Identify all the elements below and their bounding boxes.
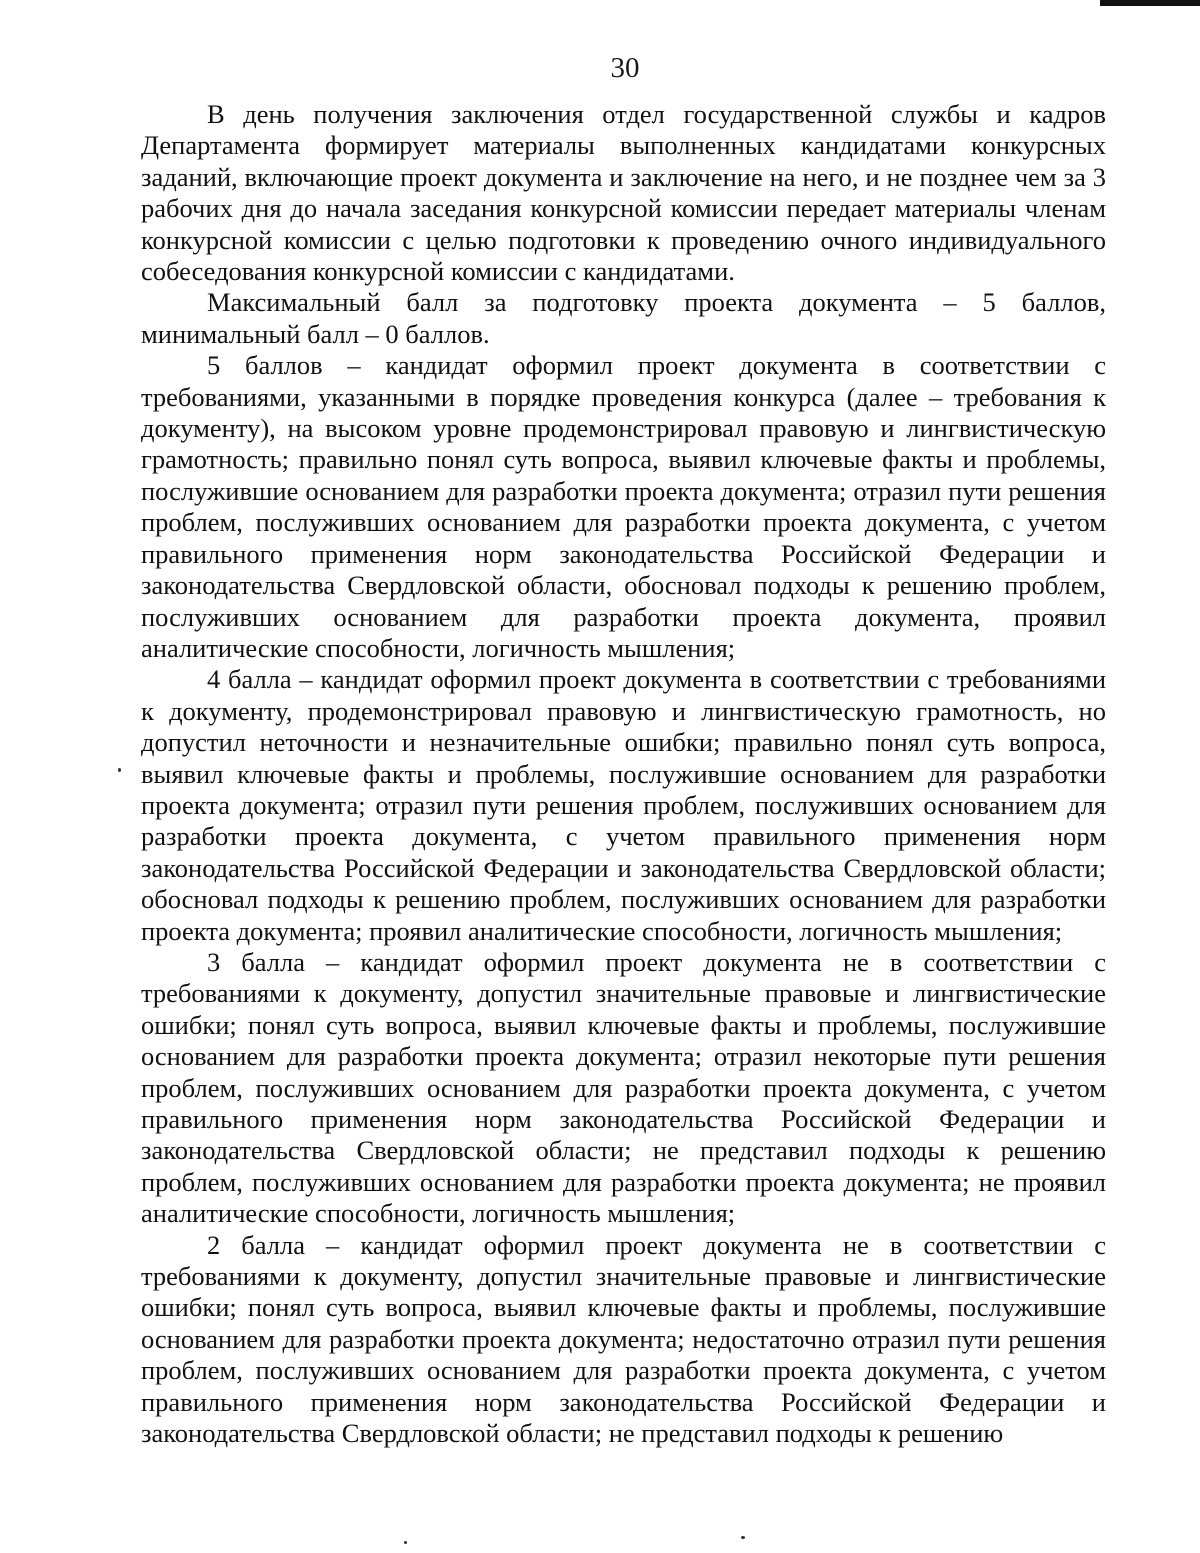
scan-speck: [741, 1536, 745, 1539]
scan-speck: [404, 1541, 407, 1544]
document-body: [141, 99, 1106, 1449]
paragraph-score-5: 5 баллов – кандидат оформил проект документа в соответствии с требованиями, указанными в порядке проведения конкурса (далее – требования к документу), на высоком уровне продемонстрировал правовую и лингвистическую грамотность; правильно понял суть вопроса, выявил ключевые факты и проблемы, послужившие основанием для разработки проекта документа; отразил пути решения проблем, послуживших основанием для разработки проекта документа, с учетом правильного применения норм законодательства Российской Федерации и законодательства Свердловской области, обосновал подходы к решению проблем, послуживших основанием для разработки проекта документа, проявил аналитические способности, логичность мышления;: [141, 350, 1106, 663]
paragraph-materials-transfer: В день получения заключения отдел государственной службы и кадров Департамента формирует материалы выполненных кандидатами конкурсных заданий, включающие проект документа и заключение на него, и не позднее чем за 3 рабочих дня до начала заседания конкурсной комиссии передает материалы членам конкурсной комиссии с целью подготовки к проведению очного индивидуального собеседования конкурсной комиссии с кандидатами.: [141, 99, 1106, 287]
paragraph-score-4: 4 балла – кандидат оформил проект документа в соответствии с требованиями к документу, продемонстрировал правовую и лингвистическую грамотность, но допустил неточности и незначительные ошибки; правильно понял суть вопроса, выявил ключевые факты и проблемы, послужившие основанием для разработки проекта документа; отразил пути решения проблем, послуживших основанием для разработки проекта документа, с учетом правильного применения норм законодательства Российской Федерации и законодательства Свердловской области; обосновал подходы к решению проблем, послуживших основанием для разработки проекта документа; проявил аналитические способности, логичность мышления;: [141, 664, 1106, 946]
paragraph-score-range: Максимальный балл за подготовку проекта документа – 5 баллов, минимальный балл – 0 баллов.: [141, 287, 1106, 349]
paragraph-score-2: 2 балла – кандидат оформил проект документа не в соответствии с требованиями к документу, допустил значительные правовые и лингвистические ошибки; понял суть вопроса, выявил ключевые факты и проблемы, послужившие основанием для разработки проекта документа; недостаточно отразил пути решения проблем, послуживших основанием для разработки проекта документа, с учетом правильного применения норм законодательства Российской Федерации и законодательства Свердловской области; не представил подходы к решению: [141, 1229, 1106, 1449]
scan-speck: [118, 768, 121, 772]
page-number: 30: [610, 52, 640, 84]
scan-edge-mark: [1100, 0, 1200, 6]
paragraph-score-3: 3 балла – кандидат оформил проект документа не в соответствии с требованиями к документу, допустил значительные правовые и лингвистические ошибки; понял суть вопроса, выявил ключевые факты и проблемы, послужившие основанием для разработки проекта документа; отразил некоторые пути решения проблем, послуживших основанием для разработки проекта документа, с учетом правильного применения норм законодательства Российской Федерации и законодательства Свердловской области; не представил подходы к решению проблем, послуживших основанием для разработки проекта документа; не проявил аналитические способности, логичность мышления;: [141, 946, 1106, 1229]
